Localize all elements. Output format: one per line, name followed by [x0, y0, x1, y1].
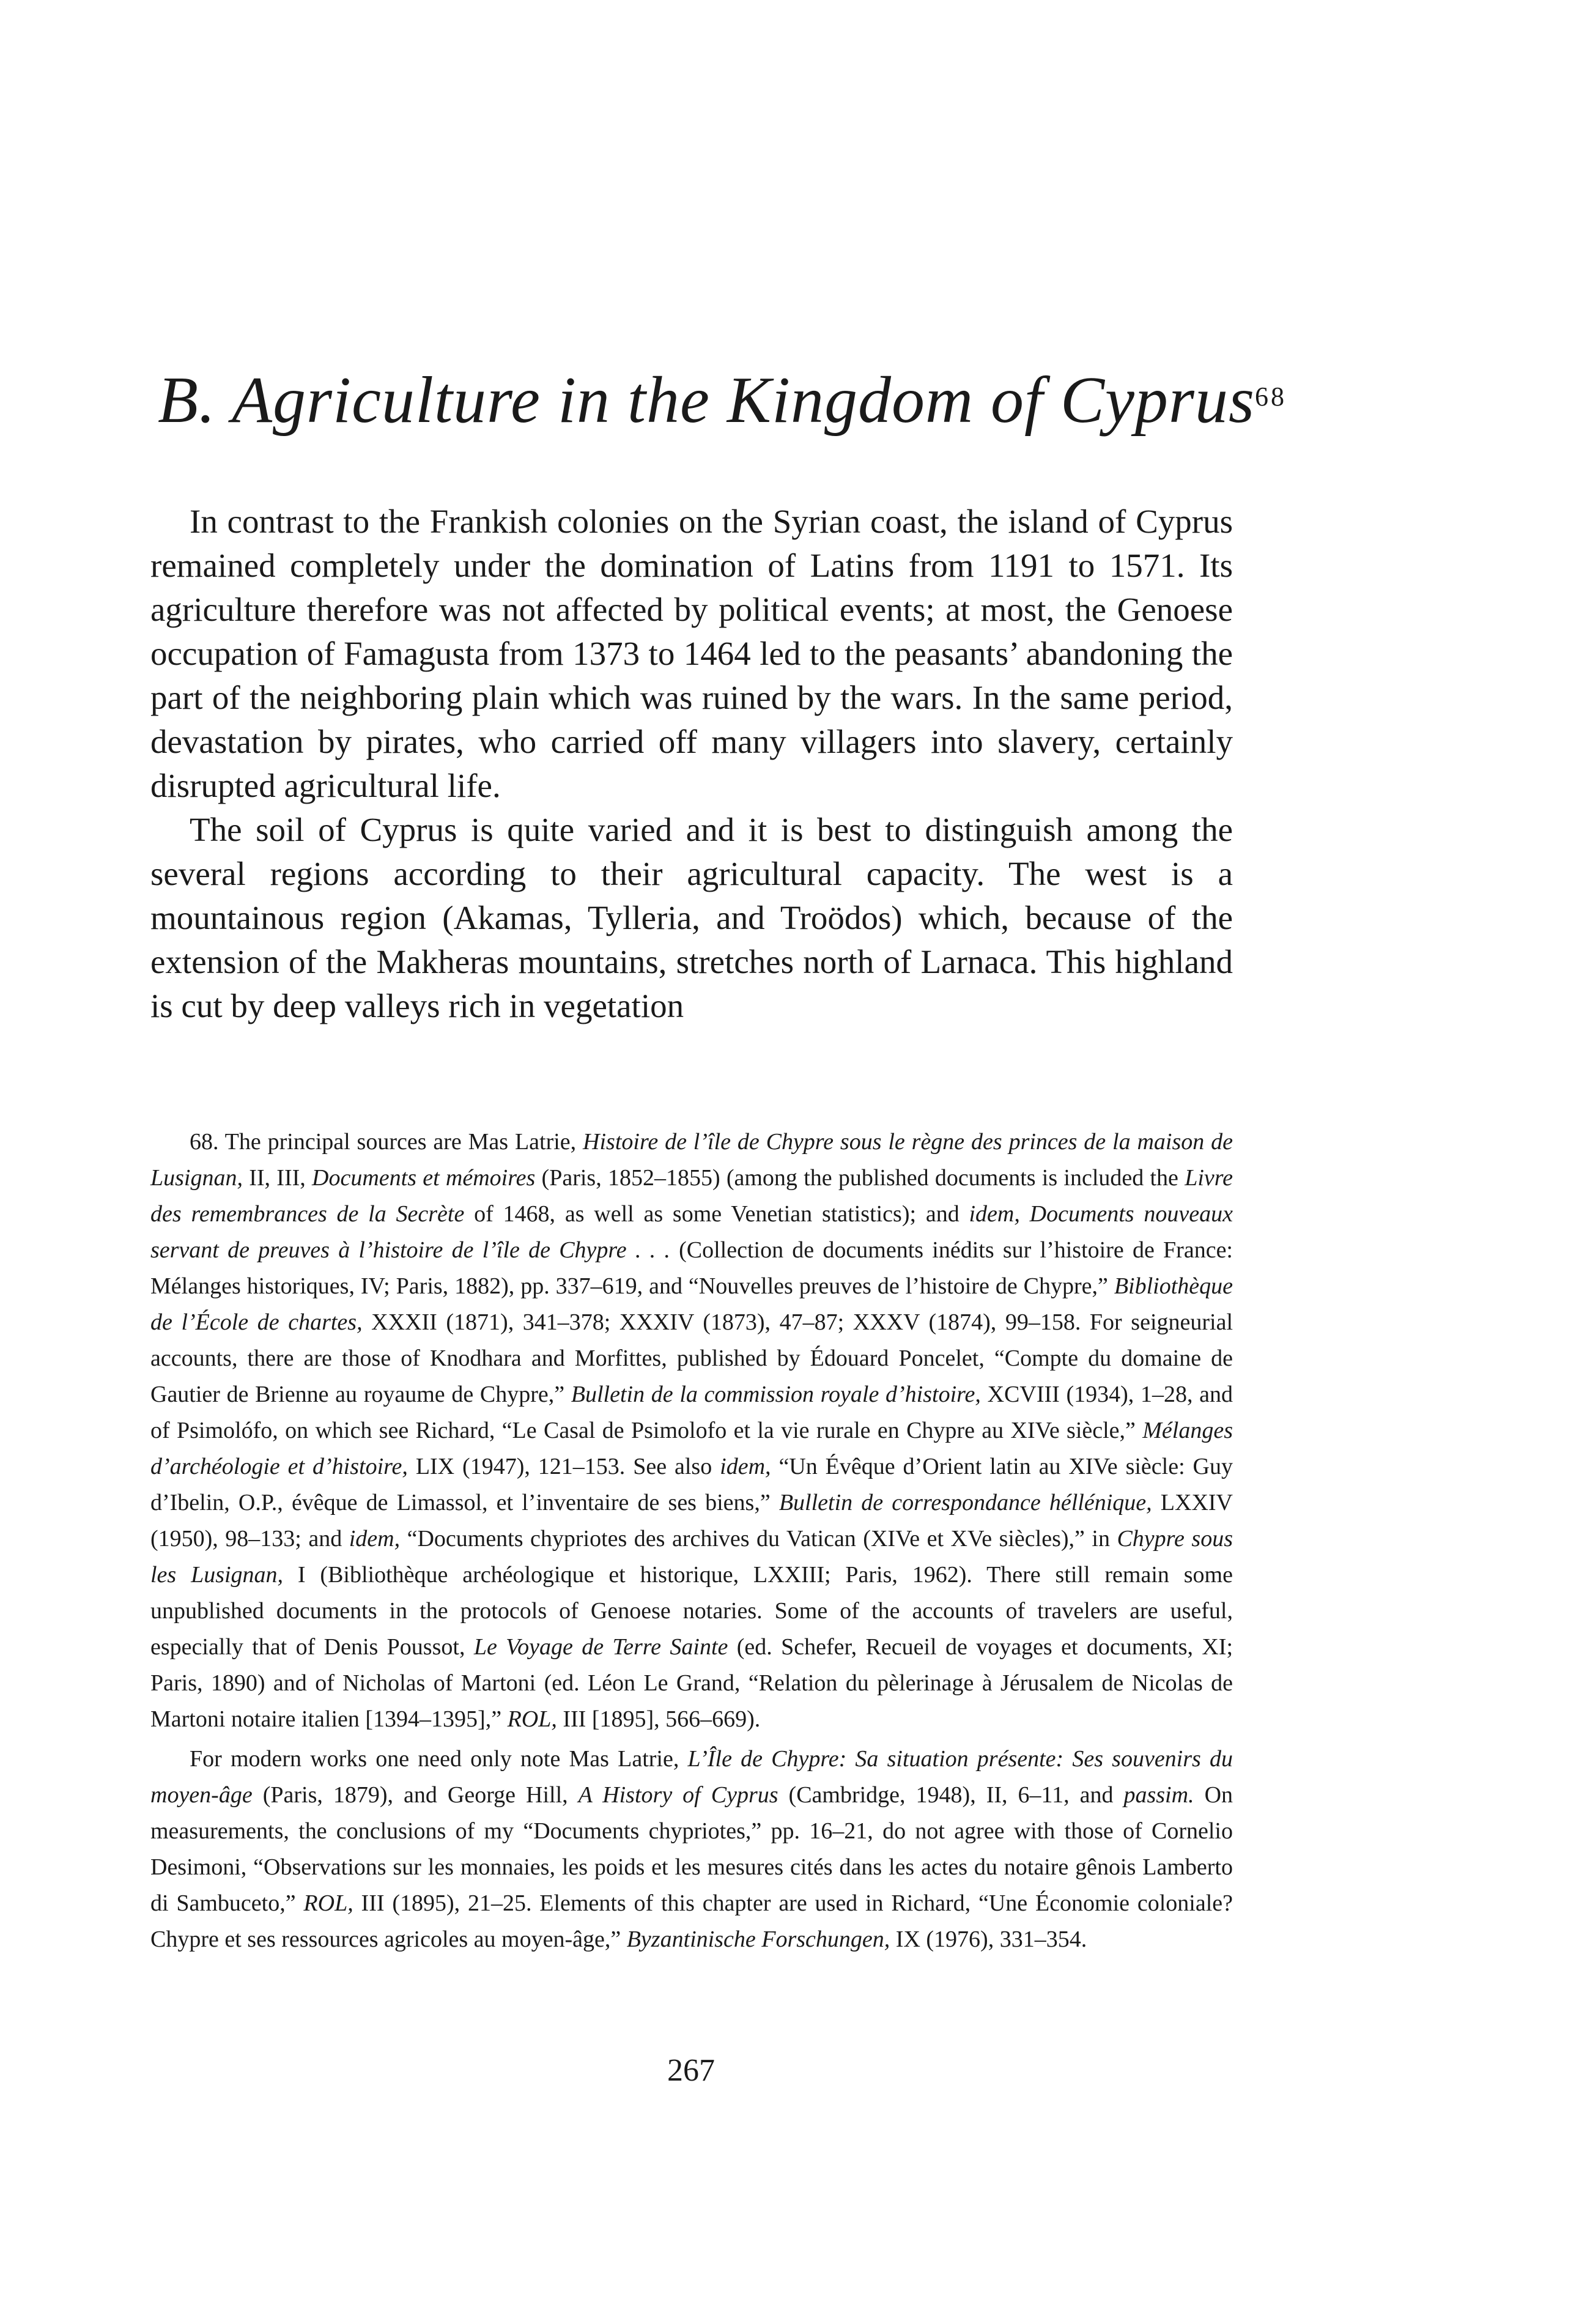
- footnote-text: III [1895], 566–669).: [556, 1706, 761, 1732]
- footnote-text: For modern works one need only note Mas Latrie,: [190, 1746, 688, 1772]
- body-paragraph: The soil of Cyprus is quite varied and it is best to distinguish among the several regions according to their agricultural capacity. The west is a mountainous region (Akamas, Tylleria, and Troödos) which, because of the extension of the Makheras mountains, stretches north of Larnaca. This highland is cut by deep valleys rich in vegetation: [150, 811, 1233, 1024]
- section-title: Agriculture in the Kingdom of Cyprus: [232, 364, 1255, 437]
- footnote-italic-text: Livre des remembrances de la Secrète: [150, 1165, 1233, 1227]
- body-paragraph: In contrast to the Frankish colonies on the Syrian coast, the island of Cyprus remained completely under the domination of Latins from 1191 to 1571. Its agriculture therefore was not affected by political events; at most, the Genoese occupation of Famagusta from 1373 to 1464 led to the peasants’ abandoning the part of the neighboring plain which was ruined by the wars. In the same period, devastation by pirates, who carried off many villagers into slavery, certainly disrupted agricultural life.: [150, 503, 1233, 804]
- footnote-italic-text: idem,: [720, 1454, 771, 1479]
- footnote-italic-text: idem, Documents nouveaux servant de preuves à l’histoire de l’île de Chypre . . .: [150, 1201, 1233, 1263]
- footnote-text: I (Bibliothèque archéologique et historique, LXXIII; Paris, 1962). There still remain some unpublished documents in the protocols of Genoese notaries. Some of the accounts of travelers are useful, especially that of Denis Poussot,: [150, 1562, 1233, 1660]
- footnote-text: XCVIII (1934), 1–28, and of Psimolófo, on which see Richard, “Le Casal de Psimolofo et la vie rurale en Chypre au XIVe siècle,”: [150, 1382, 1233, 1443]
- footnote-italic-text: L’Île de Chypre: Sa situation présente: Ses souvenirs du moyen-âge: [150, 1746, 1233, 1808]
- footnote-text: III (1895), 21–25. Elements of this chapter are used in Richard, “Une Économie coloniale? Chypre et ses ressources agricoles au moyen-âge,”: [150, 1890, 1233, 1952]
- footnote-text: LIX (1947), 121–153. See also: [407, 1454, 720, 1479]
- footnote-italic-text: A History of Cyprus: [578, 1782, 778, 1808]
- section-heading: [158, 361, 1442, 440]
- footnote-text: LXXIV (1950), 98–133; and: [150, 1490, 1233, 1552]
- footnote-text: (Collection de documents inédits sur l’histoire de France: Mélanges historiques, IV; Paris, 1882), pp. 337–619, and “Nouvelles preuves de l’histoire de Chypre,”: [150, 1237, 1233, 1299]
- footnote-italic-text: Documents et mémoires: [312, 1165, 536, 1191]
- page-number: 267: [667, 2053, 715, 2088]
- footnote-text: II, III,: [242, 1165, 312, 1191]
- footnote-italic-text: ROL,: [507, 1706, 557, 1732]
- footnote-italic-text: idem,: [349, 1526, 401, 1552]
- footnote-text: of 1468, as well as some Venetian statistics); and: [464, 1201, 969, 1227]
- footnote-italic-text: Le Voyage de Terre Sainte: [473, 1634, 728, 1660]
- body-text: [150, 500, 1233, 1028]
- footnote-text: On measurements, the conclusions of my “Documents chypriotes,” pp. 16–21, do not agree with those of Cornelio Desimoni, “Observations sur les monnaies, les poids et les mesures cités dans les actes du notaire gênois Lamberto di Sambuceto,”: [150, 1782, 1233, 1916]
- footnote-italic-text: Bulletin de la commission royale d’histoire,: [571, 1382, 981, 1407]
- footnote-italic-text: Byzantinische Forschungen,: [626, 1926, 890, 1952]
- footnotes: [150, 1124, 1233, 1961]
- footnote-italic-text: Bulletin de correspondance héllénique,: [778, 1490, 1152, 1515]
- footnote-text: (Cambridge, 1948), II, 6–11, and: [778, 1782, 1124, 1808]
- footnote-italic-text: ROL,: [303, 1890, 353, 1916]
- footnote-italic-text: Bibliothèque de l’École de chartes,: [150, 1273, 1233, 1335]
- footnote-text: “Un Évêque d’Orient latin au XIVe siècle: Guy d’Ibelin, O.P., évêque de Limassol, et l’inventaire de ses biens,”: [150, 1454, 1233, 1515]
- footnote-text: “Documents chypriotes des archives du Vatican (XIVe et XVe siècles),” in: [400, 1526, 1117, 1552]
- footnote-paragraph: [150, 1124, 1233, 1737]
- footnote-text: IX (1976), 331–354.: [890, 1926, 1087, 1952]
- footnote-text: 68. The principal sources are Mas Latrie,: [190, 1129, 583, 1155]
- footnote-text: (ed. Schefer, Recueil de voyages et documents, XI; Paris, 1890) and of Nicholas of Martoni (ed. Léon Le Grand, “Relation du pèlerinage à Jérusalem de Nicolas de Martoni notaire italien [1394–1395],”: [150, 1634, 1233, 1732]
- footnote-paragraph: [150, 1741, 1233, 1958]
- footnote-text: (Paris, 1879), and George Hill,: [252, 1782, 579, 1808]
- footnote-italic-text: Chypre sous les Lusignan,: [150, 1526, 1233, 1588]
- footnote-italic-text: passim.: [1123, 1782, 1194, 1808]
- footnote-text: XXXII (1871), 341–378; XXXIV (1873), 47–87; XXXV (1874), 99–158. For seigneurial accounts, there are those of Knodhara and Morfittes, published by Édouard Poncelet, “Compte du domaine de Gautier de Brienne au royaume de Chypre,”: [150, 1309, 1233, 1407]
- footnote-italic-text: Mélanges d’archéologie et d’histoire,: [150, 1418, 1233, 1479]
- footnote-text: (Paris, 1852–1855) (among the published documents is included the: [535, 1165, 1185, 1191]
- section-prefix: B.: [158, 364, 216, 437]
- footnote-reference[interactable]: 68: [1254, 382, 1287, 412]
- footnote-italic-text: Histoire de l’île de Chypre sous le règne des princes de la maison de Lusignan,: [150, 1129, 1233, 1191]
